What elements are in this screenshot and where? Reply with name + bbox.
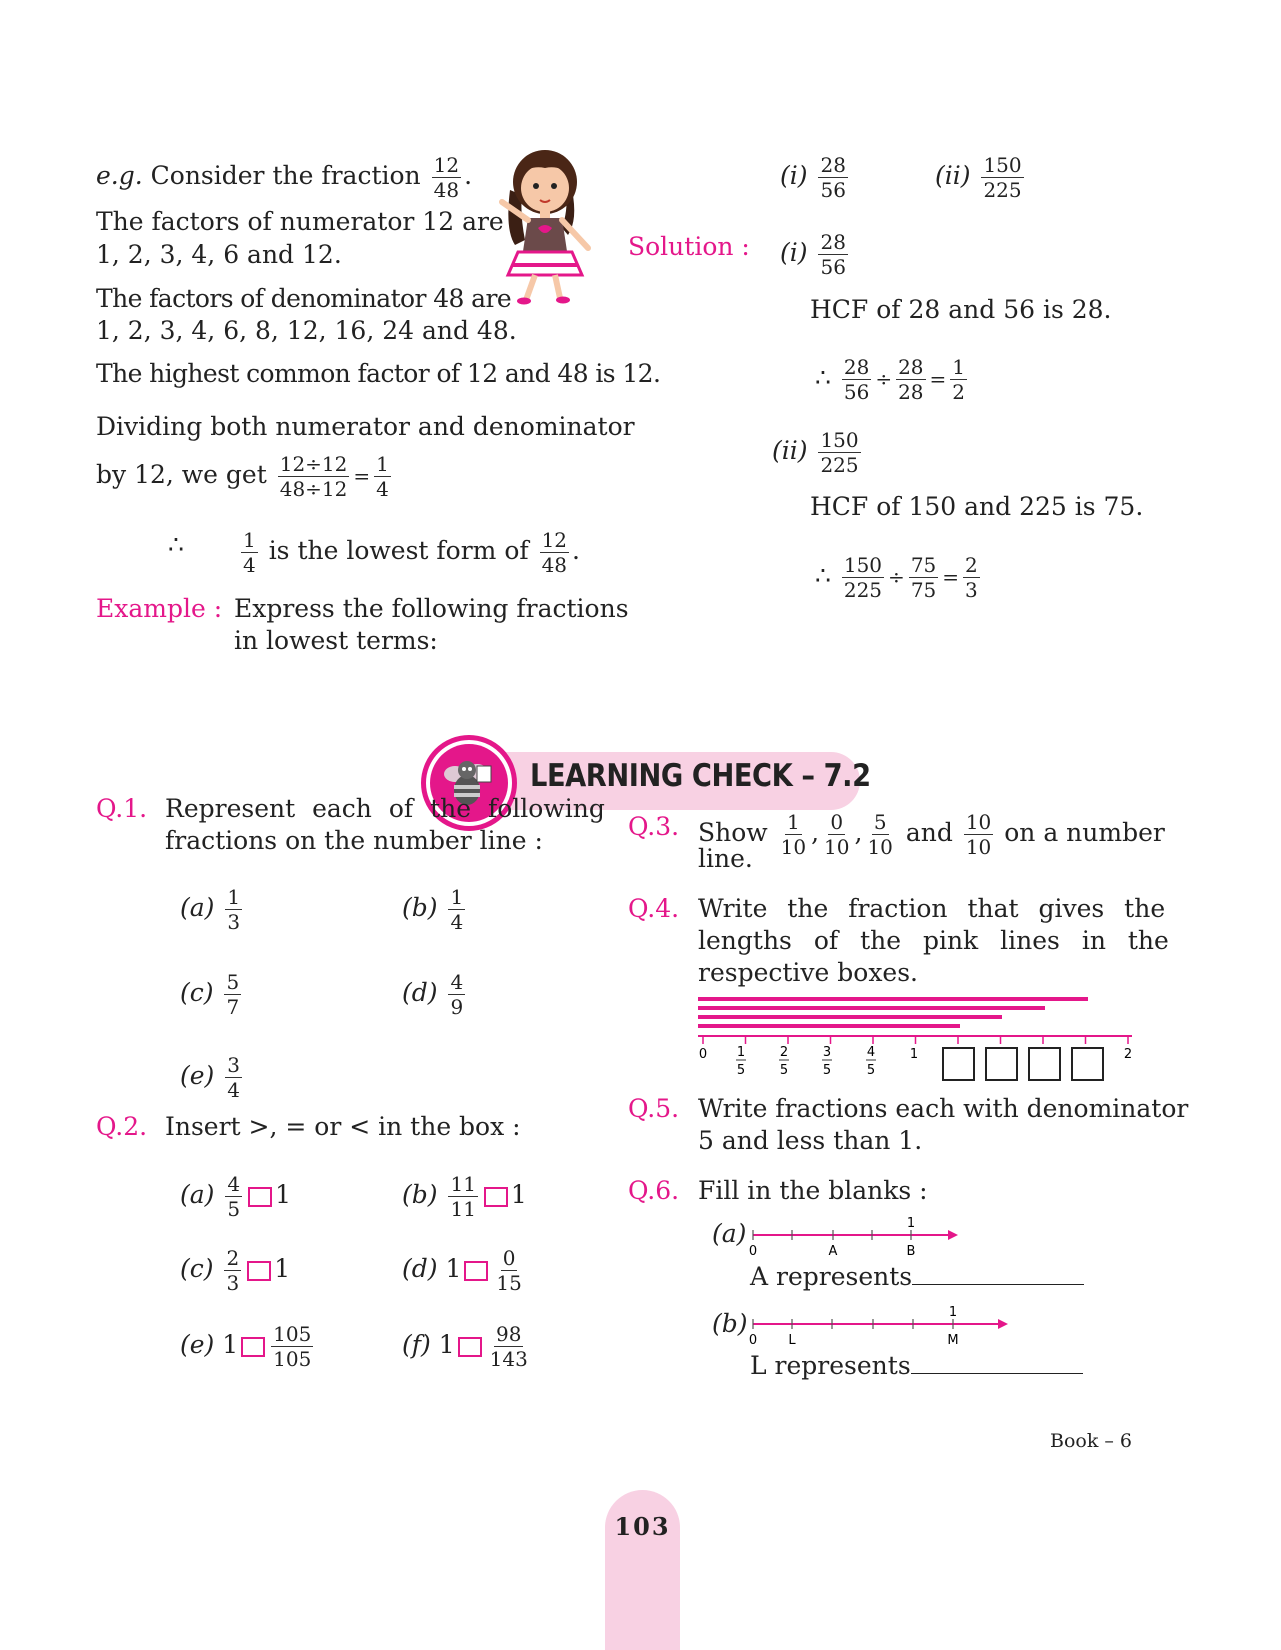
q4-text-2: lengths of the pink lines in the [698, 926, 1169, 955]
eg-fraction: $\frac{12}{48}$ [433, 153, 460, 202]
q4-answer-box-1 [943, 1048, 974, 1080]
hcf-statement: The highest common factor of 12 and 48 is 12. [96, 359, 661, 388]
q2-text: Insert >, = or < in the box : [165, 1112, 521, 1141]
svg-text:5: 5 [866, 1063, 876, 1078]
svg-text:4: 4 [866, 1045, 876, 1060]
q1-item-c: (c) $\frac{5}{7}$ [180, 970, 240, 1019]
q2-item-d: (d) 1 $\frac{0}{15}$ [402, 1246, 522, 1295]
lowest-fraction: $\frac{1}{4}$ [243, 528, 256, 577]
solution-item-i: (i) $\frac{28}{56}$ [780, 230, 846, 279]
q4-fifth-1 [736, 1045, 746, 1078]
example-item-i: (i) $\frac{28}{56}$ [780, 153, 846, 202]
q4-pink-lines [698, 999, 1088, 1026]
svg-text:2: 2 [779, 1045, 789, 1060]
factors-numerator-2: 1, 2, 3, 4, 6 and 12. [96, 240, 342, 269]
girl-illustration [490, 140, 600, 305]
q1-label: Q.1. [96, 794, 148, 823]
q4-figure [695, 992, 1135, 1087]
q2-f-answer-box[interactable] [458, 1337, 482, 1357]
q4-text-1: Write the fraction that gives the [698, 894, 1166, 923]
therefore-symbol: ∴ [168, 530, 184, 559]
q1-text-2: fractions on the number line : [165, 826, 543, 855]
dividing-line-1: Dividing both numerator and denominator [96, 412, 635, 441]
q6-b-point-l: L [788, 1333, 796, 1348]
calc-ii: ∴ $\frac{150}{225}$ ÷ $\frac{75}{75}$ = $\frac{2}{3}$ [815, 553, 978, 602]
svg-text:5: 5 [779, 1063, 789, 1078]
q4-answer-box-2 [986, 1048, 1017, 1080]
hcf-i: HCF of 28 and 56 is 28. [810, 295, 1112, 324]
q5-label: Q.5. [628, 1094, 680, 1123]
q2-d-answer-box[interactable] [464, 1261, 488, 1281]
q4-answer-box-3 [1029, 1048, 1060, 1080]
q2-label: Q.2. [96, 1112, 148, 1141]
q2-a-answer-box[interactable] [248, 1187, 272, 1207]
q6-a-blank[interactable] [912, 1284, 1084, 1285]
q1-text-1: Represent each of the following [165, 794, 605, 823]
q6-b-zero: 0 [748, 1333, 758, 1348]
example-label: Example : [96, 594, 223, 623]
q6-b-blank[interactable] [911, 1373, 1083, 1374]
solution-item-ii: (ii) $\frac{150}{225}$ [772, 428, 859, 477]
q4-fifth-4 [866, 1045, 876, 1078]
example-text-1: Express the following fractions [234, 594, 629, 623]
example-text-2: in lowest terms: [234, 626, 438, 655]
page-number: 103 [614, 1512, 671, 1541]
factors-numerator-1: The factors of numerator 12 are [96, 207, 504, 236]
q6-a-zero: 0 [748, 1244, 758, 1259]
q4-answer-box-4 [1072, 1048, 1103, 1080]
q5-text-2: 5 and less than 1. [698, 1126, 923, 1155]
calc-i: ∴ $\frac{28}{56}$ ÷ $\frac{28}{28}$ = $\frac{1}{2}$ [815, 355, 966, 404]
q1-item-a: (a) $\frac{1}{3}$ [180, 885, 241, 934]
svg-text:5: 5 [736, 1063, 746, 1078]
svg-text:1: 1 [736, 1045, 746, 1060]
q6-b-label: (b) [712, 1309, 748, 1338]
q4-ticks [703, 1036, 1128, 1044]
lowest-of-fraction: $\frac{12}{48}$ [541, 528, 568, 577]
eg-line: e.g. Consider the fraction $\frac{12}{48}$ . [96, 153, 473, 202]
dividing-line-2: by 12, we get $\frac{12\div 12}{48\div 12}$ = $\frac{1}{4}$ [96, 452, 389, 501]
q2-item-a: (a) $\frac{4}{5}$ 1 [180, 1172, 292, 1221]
q2-e-answer-box[interactable] [241, 1337, 265, 1357]
q6-b-one: 1 [948, 1305, 958, 1320]
q6-b-text: L represents [750, 1349, 1083, 1383]
q6-a-point-b: B [906, 1244, 916, 1259]
q3-label: Q.3. [628, 812, 680, 841]
q4-fifth-3 [822, 1045, 832, 1078]
div-fraction-right: $\frac{1}{4}$ [376, 452, 389, 501]
q5-text-1: Write fractions each with denominator [698, 1094, 1189, 1123]
q3-line-2: line. [698, 844, 753, 873]
q2-item-b: (b) $\frac{11}{11}$ 1 [402, 1172, 527, 1221]
q3-line-1: Show $\frac{1}{10}$ , $\frac{0}{10}$ , $\frac{5}{10}$ and $\frac{10}{10}$ on a number [698, 810, 1165, 859]
eg-label: e.g. [96, 161, 143, 190]
q4-text-3: respective boxes. [698, 958, 919, 987]
factors-denominator-2: 1, 2, 3, 4, 6, 8, 12, 16, 24 and 48. [96, 316, 517, 345]
svg-text:3: 3 [822, 1045, 832, 1060]
solution-label: Solution : [628, 232, 750, 261]
q1-item-b: (b) $\frac{1}{4}$ [402, 885, 464, 934]
q4-label: Q.4. [628, 894, 680, 923]
q2-item-e: (e) 1 $\frac{105}{105}$ [180, 1322, 312, 1371]
q4-fifth-2 [779, 1045, 789, 1078]
q2-b-answer-box[interactable] [484, 1187, 508, 1207]
q4-label-one: 1 [909, 1047, 919, 1062]
q1-item-d: (d) $\frac{4}{9}$ [402, 970, 464, 1019]
q2-c-answer-box[interactable] [247, 1261, 271, 1281]
q2-item-c: (c) $\frac{2}{3}$ 1 [180, 1246, 291, 1295]
q6-a-text: A represents [750, 1260, 1084, 1294]
q6-a-label: (a) [712, 1219, 747, 1248]
lowest-form-line: $\frac{1}{4}$ is the lowest form of $\frac{12}{48}$ . [243, 528, 580, 577]
factors-denominator-1: The factors of denominator 48 are [96, 284, 512, 313]
q6-a-number-line [748, 1215, 963, 1260]
learning-check-title: LEARNING CHECK – 7.2 [530, 758, 871, 794]
q6-a-point-a: A [828, 1244, 838, 1259]
q6-b-point-m: M [947, 1333, 959, 1348]
q2-item-f: (f) 1 $\frac{98}{143}$ [402, 1322, 528, 1371]
q1-item-e: (e) $\frac{3}{4}$ [180, 1053, 240, 1102]
q6-label: Q.6. [628, 1176, 680, 1205]
q4-label-zero: 0 [698, 1047, 708, 1062]
eg-text: Consider the fraction [150, 161, 421, 190]
q6-a-one: 1 [906, 1216, 916, 1231]
div-fraction-left: $\frac{12\div 12}{48\div 12}$ [279, 452, 348, 501]
hcf-ii: HCF of 150 and 225 is 75. [810, 492, 1144, 521]
q6-text: Fill in the blanks : [698, 1176, 928, 1205]
example-item-ii: (ii) $\frac{150}{225}$ [935, 153, 1022, 202]
book-label: Book – 6 [1050, 1430, 1133, 1452]
q6-b-number-line [748, 1304, 1013, 1349]
svg-text:5: 5 [822, 1063, 832, 1078]
q4-label-two: 2 [1123, 1047, 1133, 1062]
